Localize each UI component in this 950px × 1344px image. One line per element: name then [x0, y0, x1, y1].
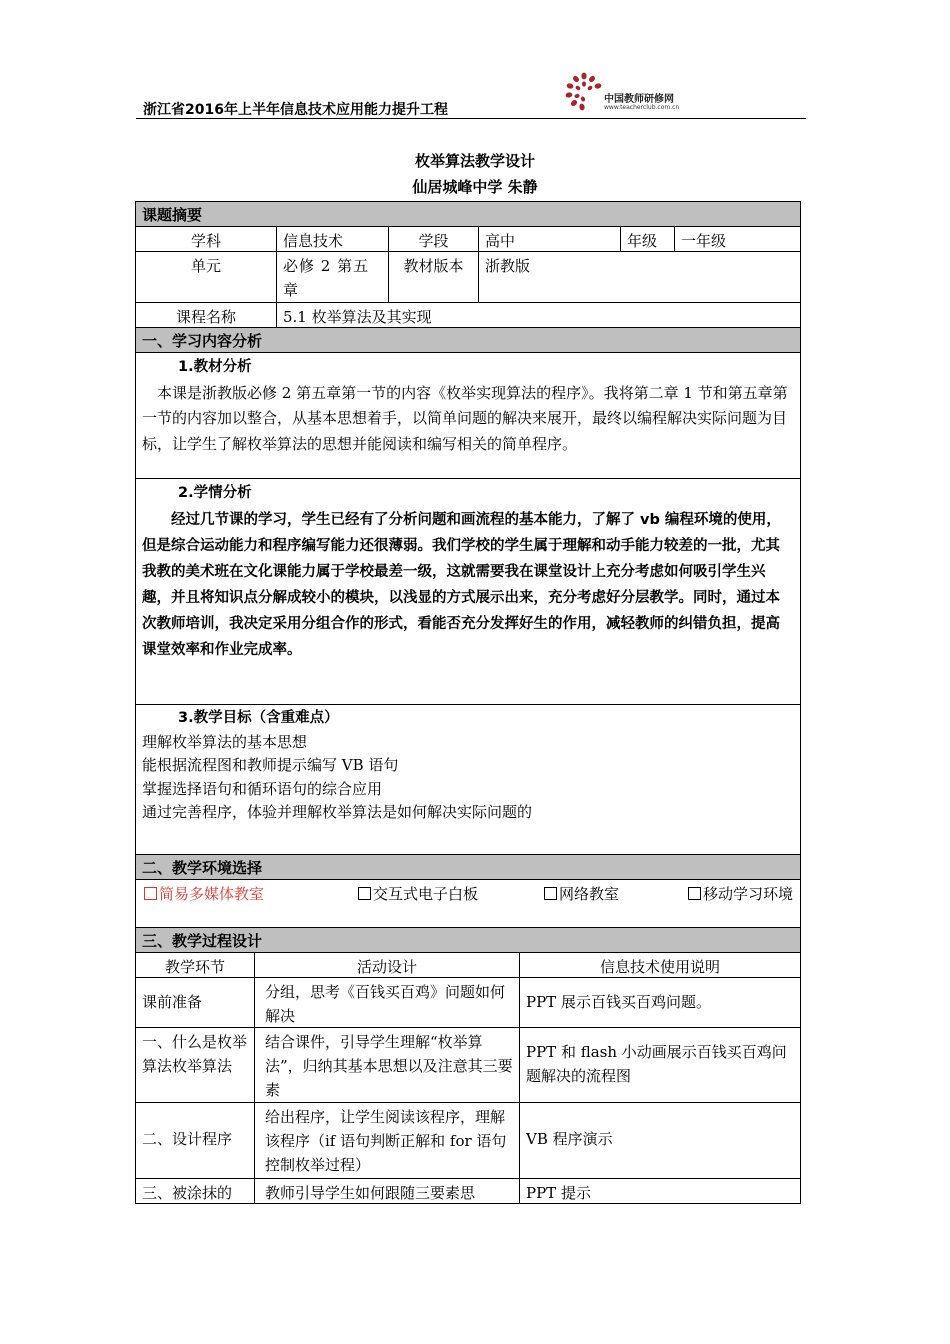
- tech-cell: PPT 展示百钱买百鸡问题。: [519, 978, 800, 1027]
- lesson-design-table: [135, 201, 801, 1204]
- summary-row-course: [136, 303, 800, 328]
- summary-row-unit: [136, 252, 800, 303]
- course-label: 课程名称: [175, 308, 236, 326]
- student-analysis-title: 2.学情分析: [178, 485, 252, 501]
- stage-cell: 三、被涂抹的: [142, 1184, 233, 1202]
- env-option-whiteboard[interactable]: 交互式电子白板: [358, 882, 478, 906]
- env-option-network-room[interactable]: 网络教室: [544, 882, 619, 906]
- stage-label: 学段: [388, 227, 478, 251]
- document-title: 枚举算法教学设计: [414, 152, 535, 170]
- goal-item: 通过完善程序，体验并理解枚举算法是如何解决实际问题的: [142, 803, 533, 821]
- textbook-label: 教材版本: [388, 252, 478, 302]
- summary-heading: 课题摘要: [136, 202, 800, 227]
- section2-heading: 二、教学环境选择: [136, 855, 800, 880]
- subject-label: 学科: [190, 232, 221, 250]
- tech-cell: VB 程序演示: [519, 1103, 800, 1178]
- activity-cell: 教师引导学生如何跟随三要素思: [254, 1179, 519, 1203]
- subject-value: 信息技术: [276, 227, 388, 251]
- logo-mark-icon: [562, 70, 606, 114]
- logo-chinese-text: 中国教师研修网: [604, 94, 674, 105]
- environment-options: [136, 880, 800, 928]
- env-option-multimedia[interactable]: 简易多媒体教室: [144, 882, 264, 906]
- goal-item: 掌握选择语句和循环语句的综合应用: [142, 779, 383, 798]
- process-row: [136, 1179, 800, 1204]
- page-header-title: 浙江省2016年上半年信息技术应用能力提升工程: [143, 102, 448, 118]
- material-analysis-text: 本课是浙教版必修 2 第五章第一节的内容《枚举实现算法的程序》。我将第二章 1 节和第五章第一节的内容加以整合，从基本思想着手，以简单问题的解决来展开，最终以编程解决实际问题为目标，让学生了解枚举算法的思想并能阅读和编写相关的简单程序。: [142, 383, 788, 453]
- teaching-goals-block: [136, 705, 800, 855]
- process-row: [136, 978, 800, 1028]
- course-value: 5.1 枚举算法及其实现: [276, 303, 800, 327]
- header-rule: [136, 118, 806, 119]
- process-row: [136, 1103, 800, 1179]
- tech-cell: PPT 和 flash 小动画展示百钱买百鸡问题解决的流程图: [519, 1028, 800, 1102]
- material-analysis-block: [136, 353, 800, 479]
- stage-cell: 二、设计程序: [142, 1130, 233, 1148]
- material-analysis-title: 1.教材分析: [178, 359, 252, 375]
- process-header-row: [136, 953, 800, 978]
- col-activity-header: 活动设计: [254, 953, 519, 977]
- teacherclub-logo: [562, 70, 712, 118]
- unit-value: 必修 2 第五章: [276, 252, 388, 302]
- checkbox-icon: [688, 887, 701, 900]
- stage-cell: 课前准备: [142, 993, 203, 1011]
- summary-row-subject: [136, 227, 800, 252]
- document-author: 仙居城峰中学 朱静: [412, 178, 538, 196]
- teaching-goals-title: 3.教学目标（含重难点）: [178, 710, 339, 726]
- goal-item: 能根据流程图和教师提示编写 VB 语句: [142, 756, 399, 774]
- env-option-mobile[interactable]: 移动学习环境: [144, 882, 804, 906]
- activity-cell: 结合课件，引导学生理解“枚举算法”，归纳其基本思想以及注意其三要素: [254, 1028, 519, 1102]
- grade-value: 一年级: [674, 227, 800, 251]
- col-stage-header: 教学环节: [164, 958, 225, 976]
- logo-url-text: www.teacherclub.com.cn: [604, 104, 680, 111]
- activity-cell: 分组，思考《百钱买百鸡》问题如何解决: [254, 978, 519, 1027]
- stage-value: 高中: [478, 227, 620, 251]
- section1-heading: 一、学习内容分析: [136, 328, 800, 353]
- student-analysis-block: [136, 479, 800, 705]
- unit-label: 单元: [190, 257, 221, 275]
- stage-cell: 一、什么是枚举算法枚举算法: [142, 1033, 248, 1075]
- grade-label: 年级: [620, 227, 674, 251]
- textbook-value: 浙教版: [478, 252, 800, 302]
- activity-cell: 给出程序，让学生阅读该程序，理解该程序（if 语句判断正解和 for 语句控制枚举过程）: [254, 1103, 519, 1178]
- student-analysis-text: 经过几节课的学习，学生已经有了分析问题和画流程的基本能力，了解了 vb 编程环境的使用，但是综合运动能力和程序编写能力还很薄弱。我们学校的学生属于理解和动手能力较差的一批，尤其我教的美术班在文化课能力属于学校最差一级，这就需要我在课堂设计上充分考虑如何吸引学生兴趣，并且将知识点分解成较小的模块，以浅显的方式展示出来，充分考虑好分层教学。同时，通过本次教师培训，我决定采用分组合作的形式，看能否充分发挥好生的作用，减轻教师的纠错负担，提高课堂效率和作业完成率。: [142, 511, 781, 658]
- goal-item: 理解枚举算法的基本思想: [142, 732, 308, 751]
- process-row: [136, 1028, 800, 1103]
- col-tech-header: 信息技术使用说明: [519, 953, 800, 977]
- tech-cell: PPT 提示: [519, 1179, 800, 1203]
- section3-heading: 三、教学过程设计: [136, 928, 800, 953]
